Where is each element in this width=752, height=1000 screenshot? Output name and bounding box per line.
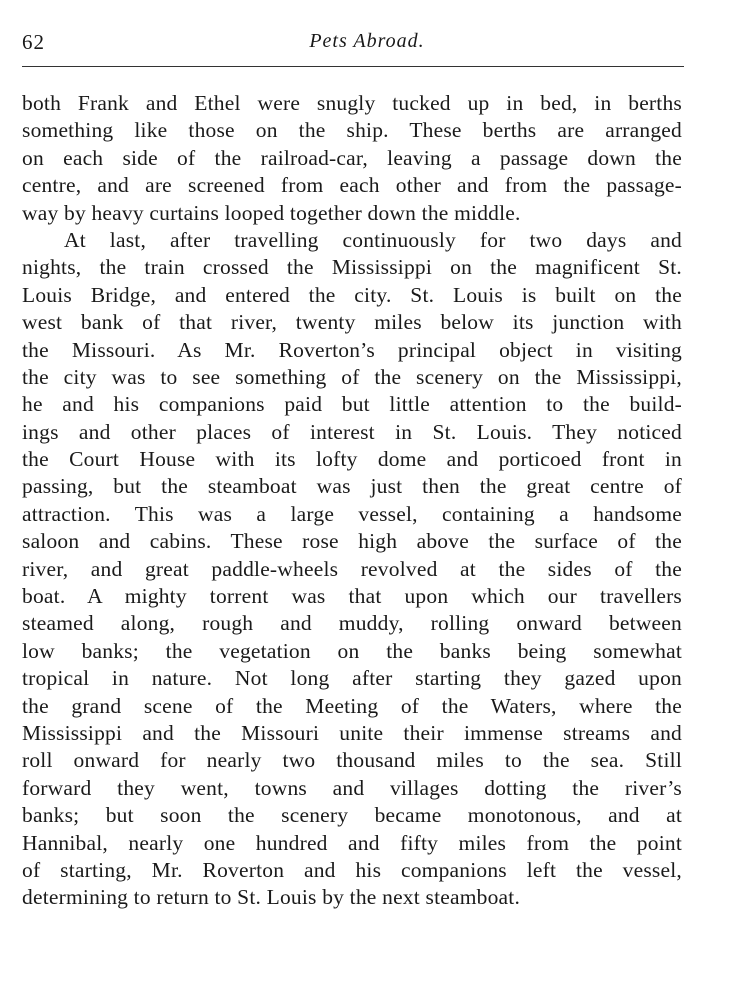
- text-line: roll onward for nearly two thousand miles to the sea. Still: [22, 748, 682, 773]
- text-line: the Court House with its lofty dome and porticoed front in: [22, 447, 682, 472]
- text-line: west bank of that river, twenty miles below its junction with: [22, 310, 682, 335]
- text-line: At last, after travelling continuously for two days and: [64, 227, 682, 252]
- text-line: determining to return to St. Louis by the next steamboat.: [22, 885, 521, 910]
- text-line: passing, but the steamboat was just then the great centre of: [22, 474, 682, 499]
- text-line: tropical in nature. Not long after starting they gazed upon: [22, 666, 682, 691]
- text-line: something like those on the ship. These berths are arranged: [22, 118, 682, 143]
- text-line: both Frank and Ethel were snugly tucked up in bed, in berths: [22, 91, 682, 115]
- text-line: river, and great paddle-wheels revolved at the sides of the: [22, 556, 682, 581]
- text-line: way by heavy curtains looped together down the middle.: [22, 200, 521, 225]
- text-line: on each side of the railroad-car, leaving a passage down the: [22, 145, 682, 170]
- text-line: boat. A mighty torrent was that upon which our travellers: [22, 584, 682, 609]
- text-line: he and his companions paid but little attention to the build-: [22, 392, 682, 417]
- text-line: banks; but soon the scenery became monotonous, and at: [22, 803, 682, 828]
- header-rule: [22, 66, 684, 67]
- text-line: Mississippi and the Missouri unite their immense streams and: [22, 720, 682, 745]
- text-line: the city was to see something of the scenery on the Mississippi,: [22, 364, 682, 389]
- text-line: of starting, Mr. Roverton and his companions left the vessel,: [22, 857, 682, 882]
- text-line: ings and other places of interest in St. Louis. They noticed: [22, 419, 682, 444]
- text-line: low banks; the vegetation on the banks being somewhat: [22, 638, 682, 663]
- text-line: steamed along, rough and muddy, rolling onward between: [22, 611, 682, 636]
- running-title: Pets Abroad.: [309, 30, 425, 52]
- text-line: Louis Bridge, and entered the city. St. Louis is built on the: [22, 282, 682, 307]
- text-line: nights, the train crossed the Mississippi on the magnificent St.: [22, 255, 682, 280]
- text-line: centre, and are screened from each other and from the passage-: [22, 173, 682, 198]
- text-line: the Missouri. As Mr. Roverton’s principal object in visiting: [22, 337, 682, 362]
- body-text: [22, 90, 682, 912]
- text-line: Hannibal, nearly one hundred and fifty miles from the point: [22, 830, 682, 855]
- text-line: the grand scene of the Meeting of the Waters, where the: [22, 693, 682, 718]
- text-line: saloon and cabins. These rose high above the surface of the: [22, 529, 682, 554]
- page-number: 62: [22, 30, 45, 54]
- text-line: forward they went, towns and villages dotting the river’s: [22, 775, 682, 800]
- text-line: attraction. This was a large vessel, containing a handsome: [22, 501, 682, 526]
- page-header: [22, 30, 682, 60]
